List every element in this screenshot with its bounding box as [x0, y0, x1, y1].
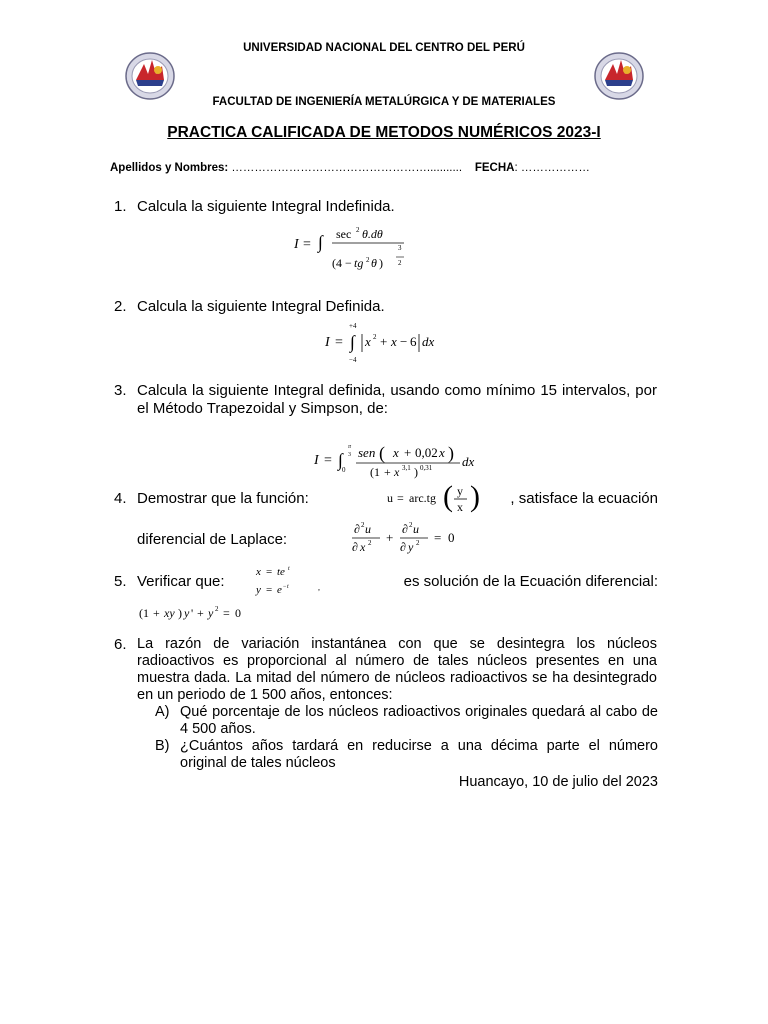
svg-text:=: =: [434, 530, 442, 545]
q4-function-formula: [385, 480, 485, 518]
svg-text:3: 3: [398, 244, 402, 252]
svg-text:sec: sec: [336, 227, 352, 241]
svg-text:): ): [379, 256, 383, 270]
svg-text:0,31: 0,31: [420, 464, 433, 472]
q6-text: La razón de variación instantánea con que se desintegra los núcleos radioactivos es proporcional al número de tales núcleos presentes en una muestra dada. La mitad del número de núcleos radioactivos se ha desintegrado en un periodo de 1 500 años, entonces:: [137, 636, 657, 703]
svg-text:θ.dθ: θ.dθ: [362, 227, 383, 241]
svg-text:(1: (1: [370, 465, 380, 479]
svg-text:': ': [191, 606, 194, 620]
svg-text:π: π: [348, 444, 352, 450]
svg-text:t: t: [287, 584, 289, 590]
svg-text:y: y: [457, 484, 463, 498]
university-name: UNIVERSIDAD NACIONAL DEL CENTRO DEL PERÚ: [243, 42, 525, 54]
svg-text:x: x: [365, 334, 371, 349]
q1-formula: [292, 222, 412, 274]
svg-text:y: y: [408, 540, 414, 554]
svg-text:x: x: [439, 445, 445, 460]
svg-text:∂: ∂: [400, 540, 406, 554]
svg-text:+: +: [380, 334, 388, 349]
exam-title: PRACTICA CALIFICADA DE METODOS NUMÉRICOS 2023-I: [167, 124, 601, 141]
svg-text:∂: ∂: [352, 540, 358, 554]
svg-text:∫: ∫: [318, 232, 323, 252]
svg-text:2: 2: [373, 333, 377, 341]
svg-text:+: +: [404, 445, 412, 460]
q5-text-b: es solución de la Ecuación diferencial:: [403, 573, 658, 590]
svg-text:0,02: 0,02: [415, 445, 438, 460]
svg-text:+: +: [153, 606, 160, 620]
svg-text:u: u: [413, 522, 419, 536]
university-logo-left: [124, 50, 176, 102]
svg-text:=: =: [266, 584, 273, 596]
q1-text: Calcula la siguiente Integral Indefinida.: [137, 198, 395, 215]
q2-number: 2.: [114, 298, 127, 315]
svg-text:=: =: [303, 237, 311, 252]
svg-text:y: y: [256, 584, 261, 596]
svg-text:t: t: [288, 566, 290, 572]
svg-text:x: x: [360, 540, 366, 554]
svg-text:2: 2: [361, 521, 365, 529]
svg-text:sen: sen: [358, 445, 376, 460]
svg-text:e: e: [277, 584, 282, 596]
svg-text:2: 2: [356, 226, 360, 234]
svg-text:2: 2: [398, 259, 402, 267]
name-field[interactable]: ……………………………………………...........: [231, 162, 463, 174]
q4-laplace-formula: [350, 518, 480, 558]
q4-text-b: , satisface la ecuación: [510, 490, 658, 507]
svg-text:+: +: [197, 606, 204, 620]
q3-text: Calcula la siguiente Integral definida, usando como mínimo 15 intervalos, por el Método Trapezoidal y Simpson, de:: [137, 382, 657, 417]
university-logo-right: [593, 50, 645, 102]
svg-text:u: u: [365, 522, 371, 536]
date-label: FECHA: [474, 162, 515, 174]
svg-text:): ): [414, 465, 418, 479]
svg-text:x: x: [393, 445, 399, 460]
svg-text:+4: +4: [349, 322, 357, 330]
svg-text:2: 2: [215, 605, 219, 613]
q6-b-label: B): [155, 738, 170, 754]
svg-text:∂: ∂: [354, 522, 360, 536]
svg-text:xy: xy: [164, 606, 175, 620]
svg-text:θ: θ: [371, 256, 377, 270]
svg-text:2: 2: [368, 539, 372, 547]
svg-text:=: =: [266, 566, 273, 578]
svg-text:6: 6: [410, 334, 417, 349]
q5-text-a: Verificar que:: [137, 573, 225, 590]
svg-text:y: y: [184, 606, 190, 620]
svg-text:=: =: [223, 606, 230, 620]
svg-text:te: te: [277, 566, 285, 578]
svg-text:,: ,: [318, 583, 320, 592]
svg-text:=: =: [324, 453, 332, 468]
q1-number: 1.: [114, 198, 127, 215]
svg-text:+: +: [386, 530, 394, 545]
svg-text:): ): [448, 443, 454, 463]
svg-text:0: 0: [342, 466, 346, 474]
date-colon: :: [514, 162, 518, 174]
date-field[interactable]: ………………: [520, 162, 590, 174]
q6-a-text: Qué porcentaje de los núcleos radioactivos originales quedará al cabo de 4 500 años.: [180, 704, 658, 737]
q6-b-text: ¿Cuántos años tardará en reducirse a una décima parte el número original de tales núcleos: [180, 738, 658, 771]
svg-text:x: x: [457, 500, 463, 514]
svg-text:(4: (4: [332, 256, 342, 270]
svg-text:(: (: [379, 443, 385, 463]
svg-text:x: x: [394, 465, 400, 479]
svg-text:−: −: [345, 256, 352, 270]
svg-text:3: 3: [348, 452, 351, 458]
svg-text:y: y: [208, 606, 214, 620]
svg-text:I: I: [325, 335, 330, 350]
svg-text:(1: (1: [139, 606, 149, 620]
svg-text:∂: ∂: [402, 522, 408, 536]
name-label: Apellidos y Nombres:: [110, 162, 229, 174]
q6-a-label: A): [155, 704, 170, 720]
q5-equation-formula: [137, 602, 267, 622]
svg-text:): ): [178, 606, 182, 620]
q3-formula: [312, 438, 487, 480]
place-and-date: Huancayo, 10 de julio del 2023: [458, 774, 658, 790]
svg-text:u: u: [387, 491, 393, 505]
svg-text:=: =: [335, 335, 343, 350]
svg-text:2: 2: [416, 539, 420, 547]
q6-number: 6.: [114, 636, 127, 653]
svg-text:I: I: [314, 453, 319, 468]
svg-text:2: 2: [366, 256, 370, 264]
svg-text:0: 0: [448, 530, 455, 545]
q4-text-c: diferencial de Laplace:: [137, 531, 288, 548]
svg-text:tg: tg: [354, 256, 364, 270]
svg-text:2: 2: [409, 521, 413, 529]
svg-text:arc.tg: arc.tg: [409, 491, 436, 505]
svg-text:∫: ∫: [338, 450, 343, 470]
svg-text:I: I: [294, 237, 299, 252]
svg-text:−: −: [400, 334, 408, 349]
q4-text-a: Demostrar que la función:: [137, 490, 309, 507]
svg-text:(: (: [443, 480, 453, 513]
student-fields: [110, 162, 590, 174]
svg-text:3,1: 3,1: [402, 464, 411, 472]
svg-text:x: x: [256, 566, 261, 578]
q3-number: 3.: [114, 382, 127, 399]
q2-text: Calcula la siguiente Integral Definida.: [137, 298, 385, 315]
svg-text:): ): [470, 480, 480, 513]
svg-text:0: 0: [235, 606, 241, 620]
faculty-name: FACULTAD DE INGENIERÍA METALÚRGICA Y DE MATERIALES: [212, 96, 556, 108]
q5-number: 5.: [114, 573, 127, 590]
q2-formula: [322, 318, 452, 364]
svg-text:−4: −4: [349, 356, 357, 364]
svg-text:∫: ∫: [350, 332, 355, 352]
svg-text:dx: dx: [422, 334, 435, 349]
svg-text:+: +: [384, 465, 391, 479]
svg-text:dx: dx: [462, 454, 475, 469]
q5-parametric-formula: [252, 562, 332, 598]
svg-text:=: =: [397, 491, 404, 505]
q4-number: 4.: [114, 490, 127, 507]
svg-text:−: −: [283, 584, 287, 590]
svg-text:x: x: [391, 334, 397, 349]
